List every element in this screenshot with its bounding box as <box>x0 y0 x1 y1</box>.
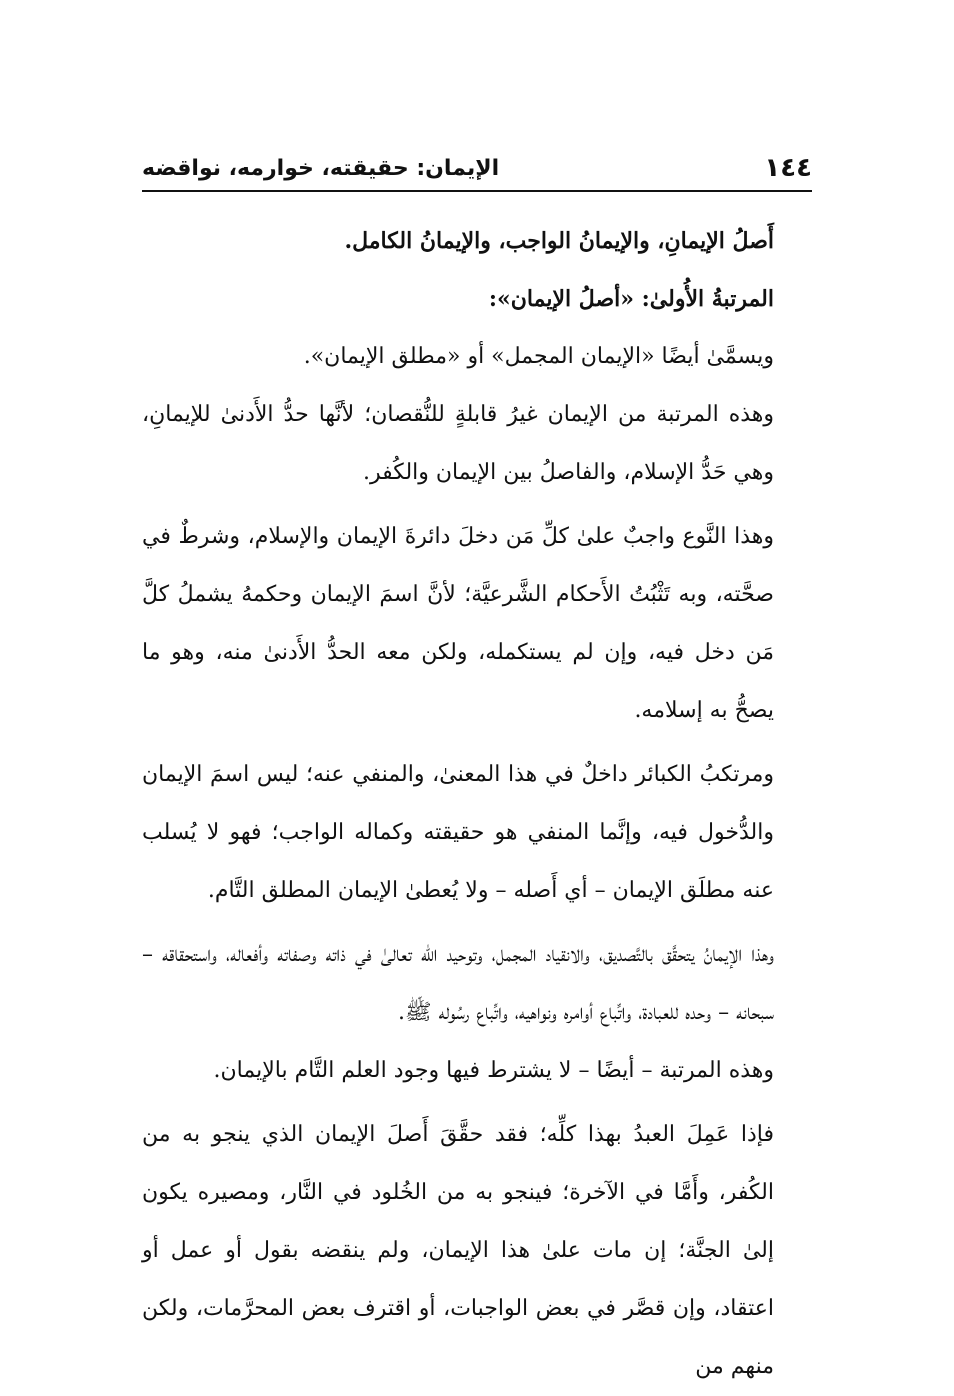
page-number: ١٤٤ <box>764 153 812 183</box>
page-header <box>142 148 812 188</box>
paragraph: فإذا عَمِلَ العبدُ بهذا كلِّه؛ فقد حقَّقَ أَصلَ الإيمان الذي ينجو به من الكُفر، وأَمَّا في الآخرة؛ فينجو به من الخُلود في النَّار، ومصيره يكون إلىٰ الجنَّة؛ إن مات علىٰ هذا الإيمان، ولم ينقضه بقول أو عمل أو اعتقاد، وإن قصَّر في بعض الواجبات، أو اقترف بعض المحرَّمات، ولكن منهم من <box>142 1122 774 1379</box>
paragraph: وهذه المرتبة – أيضًا – لا يشترط فيها وجود العلم التَّام بالإيمان. <box>213 1058 774 1083</box>
section-heading: المرتبةُ الأُولىٰ: «أصلُ الإيمان»: <box>488 286 774 312</box>
page-body <box>142 212 806 1396</box>
paragraph: ومرتكبُ الكبائر داخلٌ في هذا المعنىٰ، والمنفي عنه؛ ليس اسمَ الإيمان والدُّخول فيه، وإنَّما المنفي هو حقيقته وكماله الواجب؛ فهو لا يُسلب عنه مطلَق الإيمان – أي أَصله – ولا يُعطىٰ الإيمان المطلق التَّام. <box>142 762 774 903</box>
paragraph: وهذه المرتبة من الإيمان غيرُ قابلةٍ للنُّقصان؛ لأنَّها حدُّ الأَدنىٰ للإيمانِ، وهي حَدُّ الإسلام، والفاصلُ بين الإيمان والكُفر. <box>142 402 774 485</box>
header-divider <box>142 190 812 192</box>
paragraph: وهذا النَّوع واجبٌ علىٰ كلِّ مَن دخلَ دائرةَ الإيمان والإسلام، وشرطٌ في صحَّته، وبه تَثْبُتُ الأَحكام الشَّرعيَّة؛ لأنَّ اسمَ الإيمان وحكمهُ يشملُ كلَّ مَن دخل فيه، وإن لم يستكمله، ولكن معه الحدُّ الأَدنىٰ منه، وهو ما يصحُّ به إسلامه. <box>142 524 774 723</box>
paragraph: ويسمَّىٰ أيضًا «الإيمان المجمل» أو «مطلق الإيمان». <box>303 344 774 369</box>
running-title: الإيمان: حقيقته، خوارمه، نواقضه <box>142 155 500 181</box>
levels-summary: أَصلُ الإيمانِ، والإيمانُ الواجب، والإيمانُ الكامل. <box>344 228 774 254</box>
paragraph: وهذا الإيمانُ يتحقَّق بالتَّصديق، والانقياد المجمل، وتوحيد الله تعالىٰ في ذاته وصفاته وأفعاله، واستحقاقه – سبحانه – وحده للعبادة، واتِّباع أوامره ونواهيه، واتِّباع رسُوله ﷺ. <box>142 942 774 1025</box>
